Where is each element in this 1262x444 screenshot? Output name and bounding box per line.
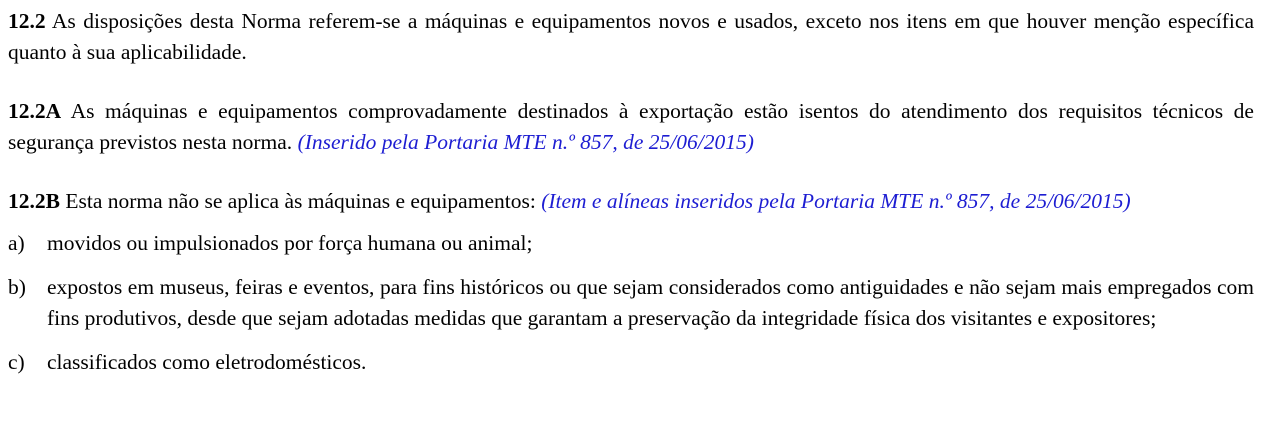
clause-12-2a [8, 96, 1254, 158]
list-item-text: movidos ou impulsionados por força humana ou animal; [47, 231, 533, 255]
list-item-text: classificados como eletrodomésticos. [47, 350, 367, 374]
clause-text: As disposições desta Norma referem-se a máquinas e equipamentos novos e usados, exceto nos itens em que houver menção específica quanto à sua aplicabilidade. [8, 9, 1254, 64]
clause-text: As máquinas e equipamentos comprovadamente destinados à exportação estão isentos do atendimento dos requisitos técnicos de segurança previstos nesta norma. [8, 99, 1254, 154]
list-item-text: expostos em museus, feiras e eventos, para fins históricos ou que sejam considerados como antiguidades e não sejam mais empregados com fins produtivos, desde que sejam adotadas medidas que garantam a preservação da integridade física dos visitantes e expositores; [47, 275, 1254, 330]
clause-number: 12.2 [8, 9, 46, 33]
list-item-a [8, 228, 1254, 259]
insertion-annotation: (Inserido pela Portaria MTE n.º 857, de 25/06/2015) [297, 130, 754, 154]
clause-number: 12.2B [8, 189, 60, 213]
list-item-label: c) [8, 350, 25, 374]
clause-text: Esta norma não se aplica às máquinas e equipamentos: [65, 189, 536, 213]
clause-number: 12.2A [8, 99, 62, 123]
clause-12-2b [8, 186, 1254, 217]
list-item-b [8, 272, 1254, 334]
list-item-label: b) [8, 275, 26, 299]
clause-12-2 [8, 6, 1254, 68]
list-item-c [8, 347, 1254, 378]
insertion-annotation: (Item e alíneas inseridos pela Portaria MTE n.º 857, de 25/06/2015) [541, 189, 1131, 213]
list-item-label: a) [8, 231, 25, 255]
